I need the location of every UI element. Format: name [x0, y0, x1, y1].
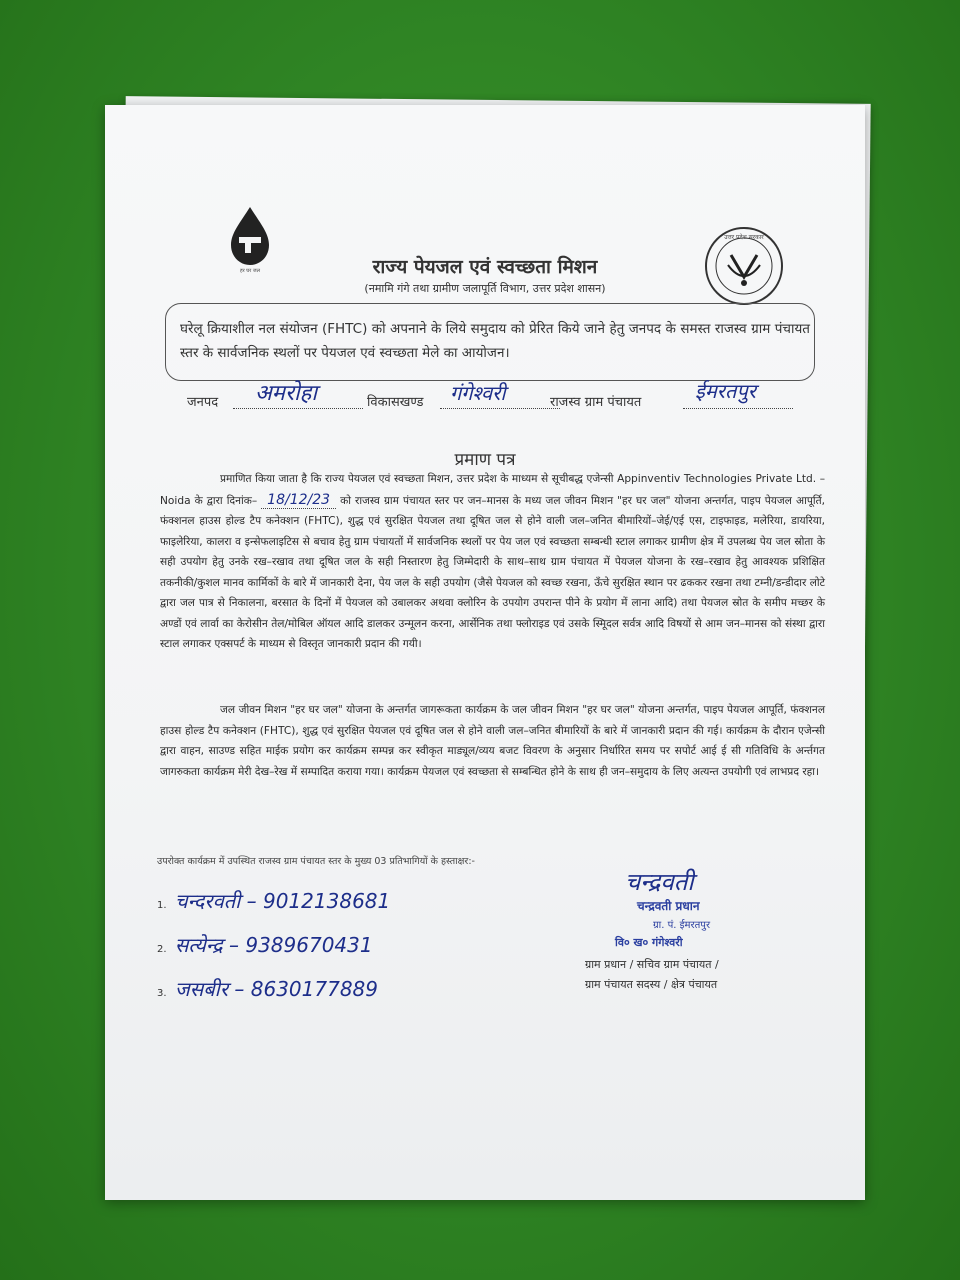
- village-label: राजस्व ग्राम पंचायत: [550, 395, 642, 410]
- signatory-3-text: जसबीर – 8630177889: [174, 977, 379, 1001]
- svg-text:हर घर जल: हर घर जल: [240, 268, 260, 274]
- stamp-name: चन्द्रवती प्रधान: [637, 899, 700, 913]
- paragraph-2-text: जल जीवन मिशन "हर घर जल" योजना के अन्तर्गत जागरूकता कार्यक्रम के जल जीवन मिशन "हर घर जल" योजना अन्तर्गत, पाइप पेयजल आपूर्ति, फंक्शनल हाउस होल्ड टैप कनेक्शन (FHTC), शुद्ध एवं सुरक्षित पेयजल एवं दूषित जल से होने वाली जल–जनित बीमारियों के बारे में जानकारी प्रदान की गई। कार्यक्रम के दौरान एजेन्सी द्वारा वाहन, साउण्ड सहित माईक प्रयोग कर कार्यक्रम सम्पन्न कर स्वीकृत माड्यूल/व्यय बजट विवरण के अनुसार निर्धारित समय पर सपोर्ट आई ई सी गतिविधि के अर्न्तगत जागरुकता कार्यक्रम मेरी देख–रेख में सम्पादित कराया गया। कार्यक्रम पेयजल एवं स्वच्छता से सम्बन्धित होने के साथ ही जन–समुदाय के लिए अत्यन्त उपयोगी एवं लाभप्रद रहा।: [160, 704, 825, 778]
- signatory-2-number: 2.: [157, 944, 167, 955]
- certificate-document: [105, 105, 865, 1200]
- signatory-2-text: सत्येन्द्र – 9389670431: [174, 933, 373, 957]
- pradhan-signature: चन्द्रवती: [625, 868, 694, 896]
- paragraph-1-part-a: प्रमाणित किया जाता है कि राज्य पेयजल एवं स्वच्छता मिशन, उत्तर प्रदेश के माध्यम से सूचीबद्ध एजेन्सी Appinventiv Technologies Private Ltd. – Noida के द्वारा दिनांक–: [160, 473, 825, 507]
- signatory-2: [157, 931, 373, 958]
- village-underline: [683, 407, 793, 409]
- signatory-3-number: 3.: [157, 988, 167, 999]
- signatory-1-number: 1.: [157, 900, 167, 911]
- signatory-1: [157, 887, 390, 914]
- certificate-title: प्रमाण पत्र: [454, 450, 516, 470]
- village-handwritten: ईमरतपुर: [695, 379, 756, 403]
- mission-title: राज्य पेयजल एवं स्वच्छता मिशन: [372, 256, 598, 278]
- department-subtitle: (नमामि गंगे तथा ग्रामीण जलापूर्ति विभाग, उत्तर प्रदेश शासन): [364, 282, 606, 295]
- stamp-block: वि० ख० गंगेश्वरी: [615, 936, 683, 949]
- date-handwritten: 18/12/23: [261, 492, 336, 509]
- district-underline: [233, 407, 363, 409]
- notice-text: घरेलू क्रियाशील नल संयोजन (FHTC) को अपनाने के लिये समुदाय को प्रेरित किये जाने हेतु जनपद के समस्त राजस्व ग्राम पंचायत स्तर के सार्वजनिक स्थलों पर पेयजल एवं स्वच्छता मेले का आयोजन।: [180, 321, 810, 361]
- certificate-paragraph-2: [160, 700, 825, 782]
- block-underline: [440, 407, 560, 409]
- signatories-note: उपरोक्त कार्यक्रम में उपस्थित राजस्व ग्राम पंचायत स्तर के मुख्य 03 प्रतिभागियों के हस्ताक्षर:-: [157, 856, 475, 867]
- designation-line-1: ग्राम प्रधान / सचिव ग्राम पंचायत /: [585, 958, 719, 971]
- block-label: विकासखण्ड: [367, 395, 424, 410]
- certificate-paragraph-1: [160, 469, 825, 655]
- paragraph-1-part-b: को राजस्व ग्राम पंचायत स्तर पर जन–मानस के मध्य जल जीवन मिशन "हर घर जल" योजना अन्तर्गत, पाइप पेयजल आपूर्ति, फंक्शनल हाउस होल्ड टैप कनेक्शन (FHTC), शुद्ध एवं सुरक्षित पेयजल तथा दूषित जल से होने वाली जल–जनित बीमारियों–जेई/एई एस, टाइफाइड, मलेरिया, डायरिया, फाइलेरिया, कालरा व इन्सेफलाइटिस से बचाव हेतु ग्राम पंचायतों में सार्वजनिक स्थलों पर पेय जल एवं स्वच्छता सम्बन्धी स्टाल लगाकर ग्रामीण क्षेत्र में उपलब्ध पेय जल स्रोता के सही उपयोग हेतु उनके रख–रखाव तथा दूषित जल के सही निस्तारण हेतु जिम्मेदारी के साथ–साथ ग्राम पंचायत में पेयजल योजना के रख–रखाव हेतु आवश्यक प्रशिक्षित तकनीकी/कुशल मानव कार्मिकों के बारे में जानकारी देना, पेय जल के सही उपयोग (जैसे पेयजल को स्वच्छ रखना, ऊँचे सुरक्षित स्थान पर ढककर रखना तथा टम्नी/डन्डीदार लोटे द्वारा जल पात्र से निकालना, बरसात के दिनों में पेयजल को उबालकर अथवा क्लोरिन के उपयोग उपरान्त पीने के प्रयोग में लाना आदि) तथा पेयजल स्रोत के समीप मच्छर के अण्डों एवं लार्वा का केरोसीन तेल/मोबिल ऑयल आदि डालकर उन्मूलन करना, आर्सेनिक तथा फ्लोराइड एवं उसके स्मिूदल सर्वत्र आदि विषयों से आम जन–मानस को संस्था द्वारा स्टाल लगाकर एक्सपर्ट के माध्यम से विस्तृत जानकारी प्रदान की गयी।: [160, 494, 825, 650]
- district-handwritten: अमरोहा: [255, 381, 318, 406]
- block-handwritten: गंगेश्वरी: [450, 381, 506, 405]
- emblem-text: उत्तर प्रदेश सरकार: [724, 234, 764, 241]
- signatory-1-text: चन्दरवती – 9012138681: [174, 889, 391, 913]
- stamp-village: ग्रा. पं. ईमरतपुर: [653, 920, 711, 931]
- signatory-3: [157, 975, 378, 1002]
- district-label: जनपद: [187, 395, 219, 410]
- designation-line-2: ग्राम पंचायत सदस्य / क्षेत्र पंचायत: [585, 978, 718, 991]
